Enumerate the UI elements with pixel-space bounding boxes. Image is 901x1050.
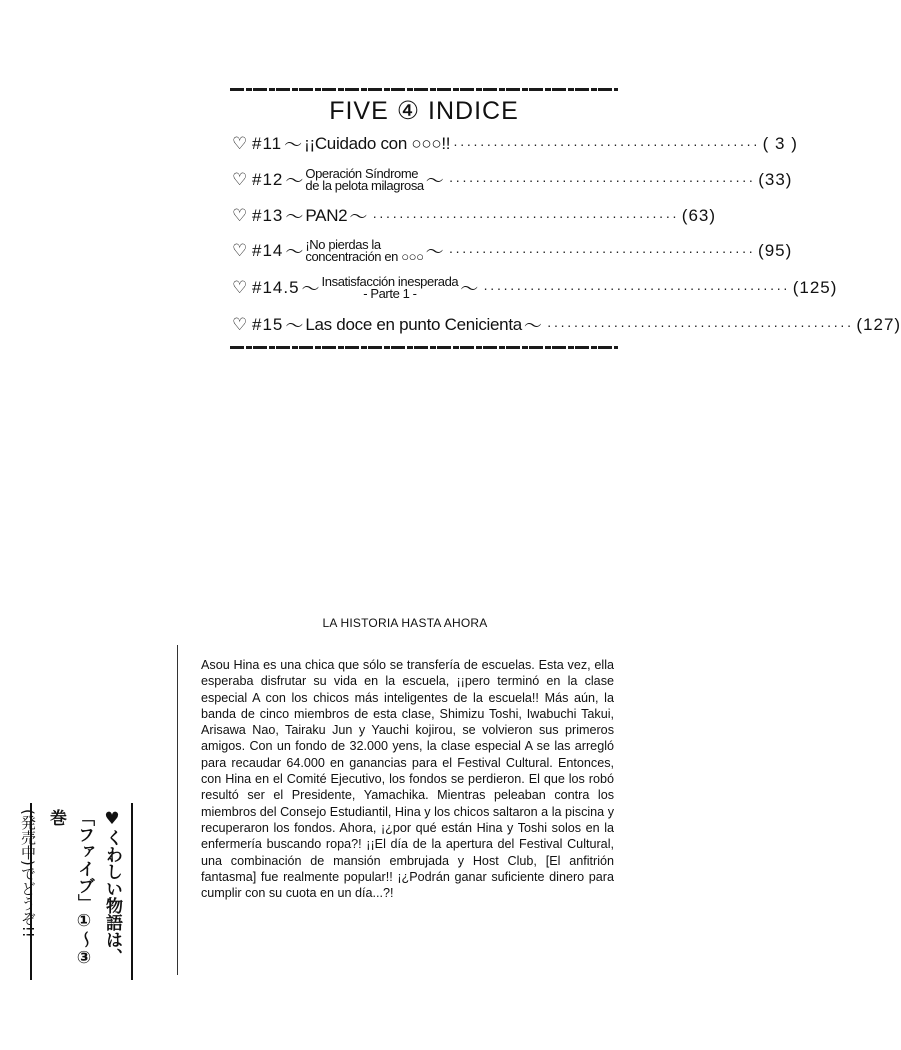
page-number: (125): [792, 278, 838, 297]
vertical-divider: [177, 645, 178, 975]
chapter-number: #14.5: [252, 278, 300, 297]
dot-leader: ··············································: [448, 243, 756, 259]
chapter-title: [305, 168, 423, 192]
tilde-separator: ～: [285, 242, 304, 262]
tilde-separator-trailing: ～: [425, 242, 444, 262]
japanese-note: [19, 803, 133, 980]
chapter-title: PAN2: [305, 206, 348, 225]
toc-entry: [232, 163, 793, 197]
tilde-separator: ～: [285, 207, 304, 227]
tilde-separator-trailing: ～: [460, 279, 479, 299]
toc-entry: [232, 308, 901, 342]
tilde-separator: ～: [285, 171, 304, 191]
top-decorative-rule: [230, 88, 618, 91]
heart-icon: ♡: [232, 134, 248, 153]
chapter-title-line-2: concentración en ○○○: [305, 249, 424, 264]
chapter-number: #11: [252, 134, 283, 153]
toc-entry: [232, 234, 793, 268]
right-bracket-line: [131, 803, 133, 980]
dot-leader: ··············································: [483, 280, 790, 296]
chapter-title-line-2: de la pelota milagrosa: [305, 178, 424, 193]
heart-icon: ♡: [232, 315, 248, 334]
chapter-title-line-1: Insatisfacción inesperada: [321, 274, 459, 289]
page-number: ( 3 ): [762, 134, 798, 153]
chapter-title: ¡¡Cuidado con ○○○!!: [304, 134, 451, 153]
bottom-decorative-rule: [230, 346, 618, 349]
chapter-title-line-1: ¡No pierdas la: [305, 237, 381, 252]
dot-leader: ··············································: [448, 172, 756, 188]
heart-icon: ♡: [232, 241, 248, 260]
page-number: (95): [758, 241, 793, 260]
story-heading: LA HISTORIA HASTA AHORA: [322, 616, 488, 630]
tilde-separator: ～: [284, 135, 303, 155]
japanese-note-line-3: (発売中)でどうぞ!!: [19, 809, 37, 938]
japanese-note-text: [19, 809, 126, 977]
chapter-title: [305, 239, 423, 263]
dot-leader: ··············································: [372, 208, 679, 224]
chapter-title: [322, 276, 459, 300]
chapter-number: #14: [252, 241, 284, 260]
tilde-separator-trailing: ～: [523, 316, 542, 336]
toc-title: FIVE ④ INDICE: [329, 97, 519, 125]
japanese-note-line-1: ♥くわしい物語は、: [102, 809, 122, 965]
page-number: (127): [856, 315, 901, 334]
heart-icon: ♡: [232, 170, 248, 189]
dot-leader: ··············································: [546, 317, 854, 333]
japanese-note-line-2: 「ファイブ」①〜③巻: [46, 809, 94, 968]
tilde-separator-trailing: ～: [425, 171, 444, 191]
tilde-separator-trailing: ～: [349, 207, 368, 227]
chapter-number: #15: [252, 315, 284, 334]
tilde-separator: ～: [301, 279, 320, 299]
heart-icon: ♡: [232, 206, 248, 225]
toc-entry: [232, 199, 717, 233]
heart-icon: ♡: [232, 278, 248, 297]
page-number: (63): [681, 206, 717, 225]
toc-entry: [232, 127, 798, 161]
chapter-title-line-1: Operación Síndrome: [305, 166, 419, 181]
dot-leader: ··············································: [453, 136, 760, 152]
chapter-number: #12: [252, 170, 284, 189]
story-summary: Asou Hina es una chica que sólo se transfería de escuelas. Esta vez, ella esperaba disfrutar su vida en la escuela, ¡¡pero terminó en la clase especial A con los chicos más inteligentes de la escuela!! Más aún, la banda de cinco miembros de esta clase, Shimizu Toshi, Iwabuchi Takui, Arisawa Nao, Tairaku Jun y Yauchi kojirou, se volvieron sus primeros amigos. Con un fondo de 32.000 yens, la clase especial A se las arregló para recaudar 64.000 en ganancias para el Festival Cultural. Entonces, con Hina en el Comité Ejecutivo, los fondos se perdieron. El que los robó resultó ser el Presidente, Yamachika. Mientras peleaban contra los miembros del Consejo Estudiantil, Hina y los chicos saltaron a la piscina y recuperaron los fondos. Ahora, ¡¿por qué están Hina y Toshi solos en la enfermería buscando ropa?! ¡¡El día de la apertura del Festival Cultural, una combinación de mansión embrujada y Host Club, [El anfitrión fantasma] fue realmente popular!! ¡¿Podrán ganar suficiente dinero para cumplir con su cuota en un día...?!: [201, 658, 614, 901]
page-number: (33): [758, 170, 793, 189]
chapter-title-line-2: - Parte 1 -: [363, 286, 417, 301]
chapter-number: #13: [252, 206, 284, 225]
tilde-separator: ～: [285, 316, 304, 336]
toc-entry: [232, 271, 838, 305]
chapter-title: Las doce en punto Cenicienta: [305, 315, 522, 334]
